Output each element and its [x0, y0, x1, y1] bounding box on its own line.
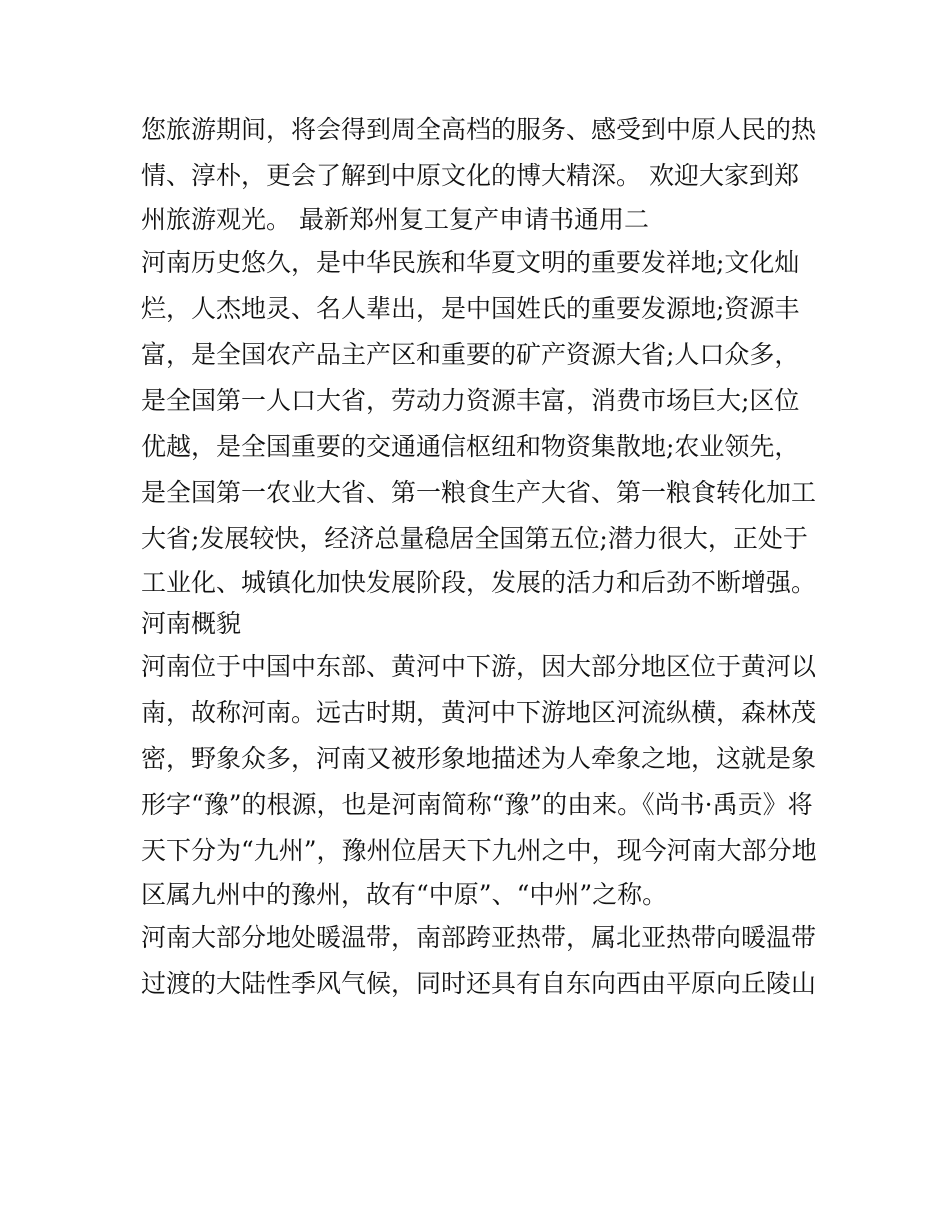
text-line: 情、淳朴，更会了解到中原文化的博大精深。 欢迎大家到郑 — [141, 161, 799, 190]
text-line: 天下分为“九州”，豫州位居天下九州之中，现今河南大部分地 — [141, 836, 817, 865]
text-line: 大省;发展较快，经济总量稳居全国第五位;潜力很大，正处于 — [141, 524, 808, 553]
text-line: 区属九州中的豫州，故有“中原”、“中州”之称。 — [141, 880, 668, 909]
text-line: 河南大部分地处暖温带，南部跨亚热带，属北亚热带向暖温带 — [141, 923, 817, 952]
text-line: 形字“豫”的根源，也是河南简称“豫”的由来。《尚书·禹贡》将 — [141, 790, 813, 819]
text-line: 河南位于中国中东部、黄河中下游，因大部分地区位于黄河以 — [141, 652, 817, 681]
document-body — [141, 107, 821, 1007]
text-line: 是全国第一人口大省，劳动力资源丰富，消费市场巨大;区位 — [141, 386, 800, 415]
text-line: 是全国第一农业大省、第一粮食生产大省、第一粮食转化加工 — [141, 478, 817, 507]
text-line: 过渡的大陆性季风气候，同时还具有自东向西由平原向丘陵山 — [141, 969, 817, 998]
text-line: 工业化、城镇化加快发展阶段，发展的活力和后劲不断增强。 — [141, 568, 817, 597]
text-line: 烂，人杰地灵、名人辈出，是中国姓氏的重要发源地;资源丰 — [141, 294, 800, 323]
text-line: 河南历史悠久，是中华民族和华夏文明的重要发祥地;文化灿 — [141, 248, 800, 277]
text-line: 优越，是全国重要的交通通信枢纽和物资集散地;农业领先， — [141, 432, 800, 461]
text-line: 富，是全国农产品主产区和重要的矿产资源大省;人口众多， — [141, 340, 800, 369]
text-line: 您旅游期间，将会得到周全高档的服务、感受到中原人民的热 — [141, 115, 817, 144]
text-line: 州旅游观光。 最新郑州复工复产申请书通用二 — [141, 205, 649, 234]
text-line: 密，野象众多，河南又被形象地描述为人牵象之地，这就是象 — [141, 744, 817, 773]
section-heading: 河南概貌 — [141, 609, 242, 638]
text-line: 南，故称河南。远古时期，黄河中下游地区河流纵横，森林茂 — [141, 698, 817, 727]
